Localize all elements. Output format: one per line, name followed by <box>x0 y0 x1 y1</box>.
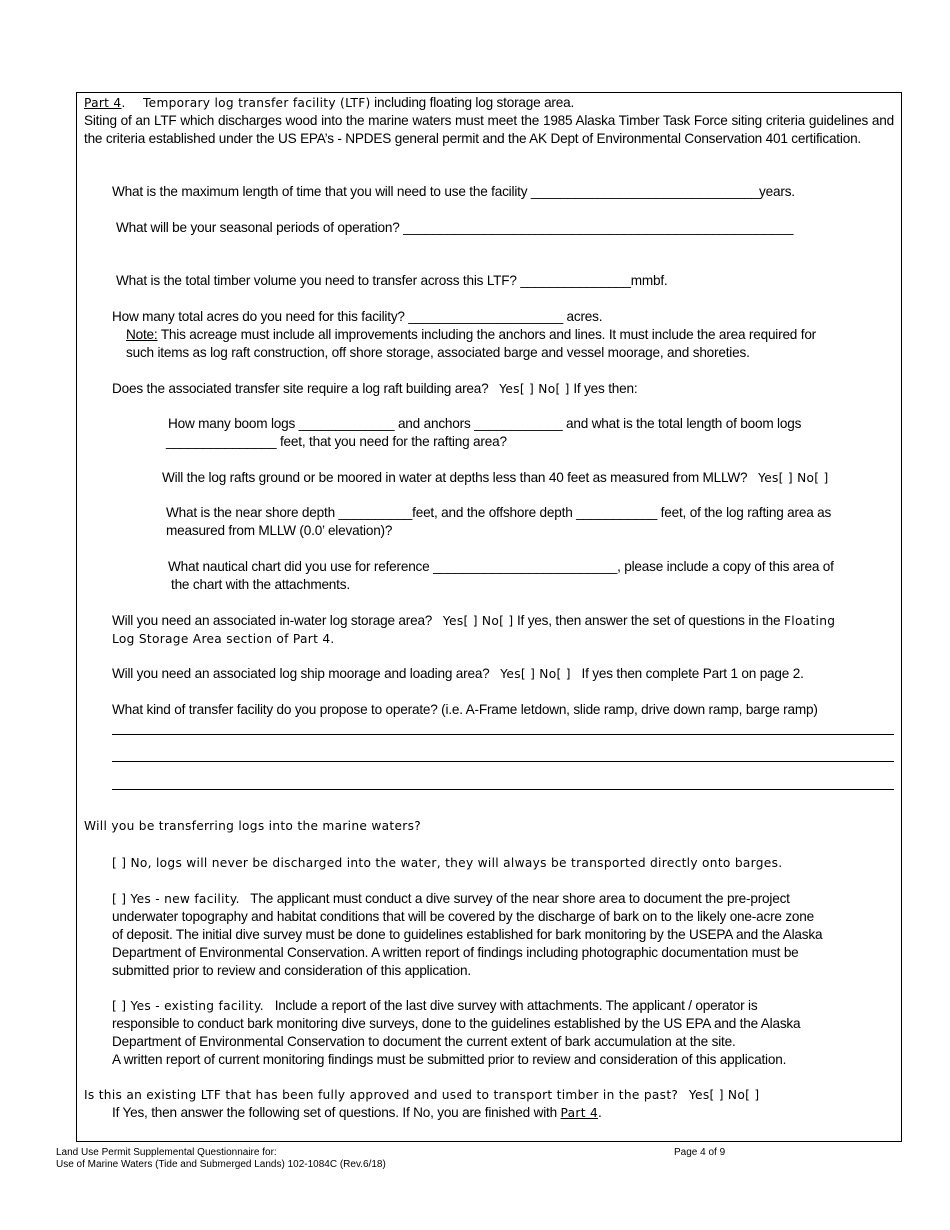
existing-facility-label[interactable]: [ ] Yes - existing facility. <box>112 999 264 1013</box>
marine-heading: Will you be transferring logs into the marine waters? <box>84 819 422 833</box>
q-depth: What is the near shore depth __________feet, and the offshore depth ___________ feet, of the log rafting area as <box>166 505 832 520</box>
new-facility-l1: The applicant must conduct a dive survey of the near shore area to document the pre-project <box>250 891 790 906</box>
raft-area-yesno[interactable]: Yes[ ] No[ ] <box>499 382 570 396</box>
footer-form-number: Use of Marine Waters (Tide and Submerged Lands) 102-1084C (Rev.6/18) <box>56 1159 386 1170</box>
acreage-note <box>126 326 816 344</box>
ground-text: Will the log rafts ground or be moored in water at depths less than 40 feet as measured from MLLW? <box>162 470 748 485</box>
answer-line-1[interactable] <box>112 734 894 735</box>
q-boom-logs: How many boom logs _____________ and anchors ____________ and what is the total length of boom logs <box>168 416 802 431</box>
q-max-time: What is the maximum length of time that you will need to use the facility _______________________________years. <box>112 184 795 199</box>
q-boom-logs-2: _______________ feet, that you need for the rafting area? <box>166 434 507 449</box>
option-existing-facility <box>112 997 757 1015</box>
new-facility-l4: Department of Environmental Conservation. A written report of findings including photographic documentation must be <box>112 945 799 960</box>
part4-title: Part 4. Temporary log transfer facility (LTF) including floating log storage area. <box>84 95 575 110</box>
part4-link[interactable]: Part 4 <box>560 1106 599 1120</box>
raft-area-tail: If yes then: <box>569 381 638 396</box>
page-number: Page 4 of 9 <box>674 1147 726 1158</box>
moorage-text: Will you need an associated log ship moorage and loading area? <box>112 666 490 681</box>
storage-tail: If yes, then answer the set of questions in the <box>513 613 784 628</box>
existing-facility-l3: Department of Environmental Conservation to document the current extent of bark accumulation at the site. <box>112 1034 736 1049</box>
new-facility-label[interactable]: [ ] Yes - new facility. <box>112 892 240 906</box>
new-facility-l2: underwater topography and habitat conditions that will be covered by the discharge of bark on to the likely one-acre zone <box>112 909 815 924</box>
existing-facility-l2: responsible to conduct bark monitoring dive surveys, done to the guidelines established by the US EPA and the Alaska <box>112 1016 801 1031</box>
note-label: Note: <box>126 327 158 342</box>
new-facility-l3: of deposit. The initial dive survey must be done to guidelines established for bark monitoring by the USEPA and the Alaska <box>112 927 823 942</box>
q-ground <box>162 469 829 487</box>
part4-label: Part 4 <box>84 96 122 110</box>
ltf-heading: Temporary log transfer facility (LTF) <box>142 96 371 110</box>
part4-intro: Siting of an LTF which discharges wood into the marine waters must meet the 1985 Alaska Timber Task Force siting criteria guidelines and the criteria established under the US EPA’s - NPDES general permit and the AK Dept of Environmental Conservation 401 certification. <box>84 113 894 146</box>
raft-area-text: Does the associated transfer site require a log raft building area? <box>112 381 489 396</box>
ltf-heading-tail: including floating log storage area. <box>370 95 575 110</box>
answer-line-3[interactable] <box>112 789 894 790</box>
moorage-tail: If yes then complete Part 1 on page 2. <box>581 666 804 681</box>
option-new-facility <box>112 890 790 908</box>
q-raft-area <box>112 380 637 398</box>
option-no-discharge[interactable]: [ ] No, logs will never be discharged into the water, they will always be transported directly onto barges. <box>112 856 783 870</box>
storage-text: Will you need an associated in-water log storage area? <box>112 613 433 628</box>
ground-yesno[interactable]: Yes[ ] No[ ] <box>758 471 829 485</box>
q-volume: What is the total timber volume you need to transfer across this LTF? _______________mmbf. <box>116 273 668 288</box>
footer-form-title: Land Use Permit Supplemental Questionnaire for: <box>56 1147 277 1158</box>
q-seasonal: What will be your seasonal periods of operation? _____________________________________________________ <box>116 220 794 235</box>
floating-ref: Floating <box>783 614 836 628</box>
new-facility-l5: submitted prior to review and consideration of this application. <box>112 963 471 978</box>
moorage-yesno[interactable]: Yes[ ] No[ ] <box>500 667 571 681</box>
q-depth-2: measured from MLLW (0.0’ elevation)? <box>166 523 393 538</box>
q-facility-kind: What kind of transfer facility do you propose to operate? (i.e. A-Frame letdown, slide ramp, drive down ramp, barge ramp) <box>112 702 818 717</box>
storage-section-ref: Log Storage Area section of Part 4 <box>112 632 331 646</box>
q-nautical-chart-2: the chart with the attachments. <box>171 577 350 592</box>
note-line1: This acreage must include all improvements including the anchors and lines. It must include the area required for <box>157 327 817 342</box>
q-existing-ltf <box>84 1086 759 1104</box>
existing-followup <box>112 1104 602 1122</box>
storage-line2-end: . <box>330 631 334 646</box>
note-line2: such items as log raft construction, off shore storage, associated barge and vessel moorage, and shoreties. <box>126 345 750 360</box>
followup-text: If Yes, then answer the following set of questions. If No, you are finished with <box>112 1105 561 1120</box>
storage-yesno[interactable]: Yes[ ] No[ ] <box>442 614 514 628</box>
q-nautical-chart: What nautical chart did you use for reference _________________________, please include a copy of this area of <box>168 559 834 574</box>
existing-ltf-yesno[interactable]: Yes[ ] No[ ] <box>688 1088 760 1102</box>
existing-facility-l4: A written report of current monitoring findings must be submitted prior to review and consideration of this application. <box>112 1052 787 1067</box>
existing-ltf-text: Is this an existing LTF that has been fully approved and used to transport timber in the past? <box>84 1088 679 1102</box>
followup-end: . <box>598 1105 602 1120</box>
existing-facility-l1: Include a report of the last dive survey with attachments. The applicant / operator is <box>274 998 758 1013</box>
q-moorage <box>112 665 804 683</box>
answer-line-2[interactable] <box>112 761 894 762</box>
q-storage-2 <box>112 630 334 648</box>
q-storage <box>112 612 835 630</box>
q-acres: How many total acres do you need for this facility? _____________________ acres. <box>112 309 603 324</box>
